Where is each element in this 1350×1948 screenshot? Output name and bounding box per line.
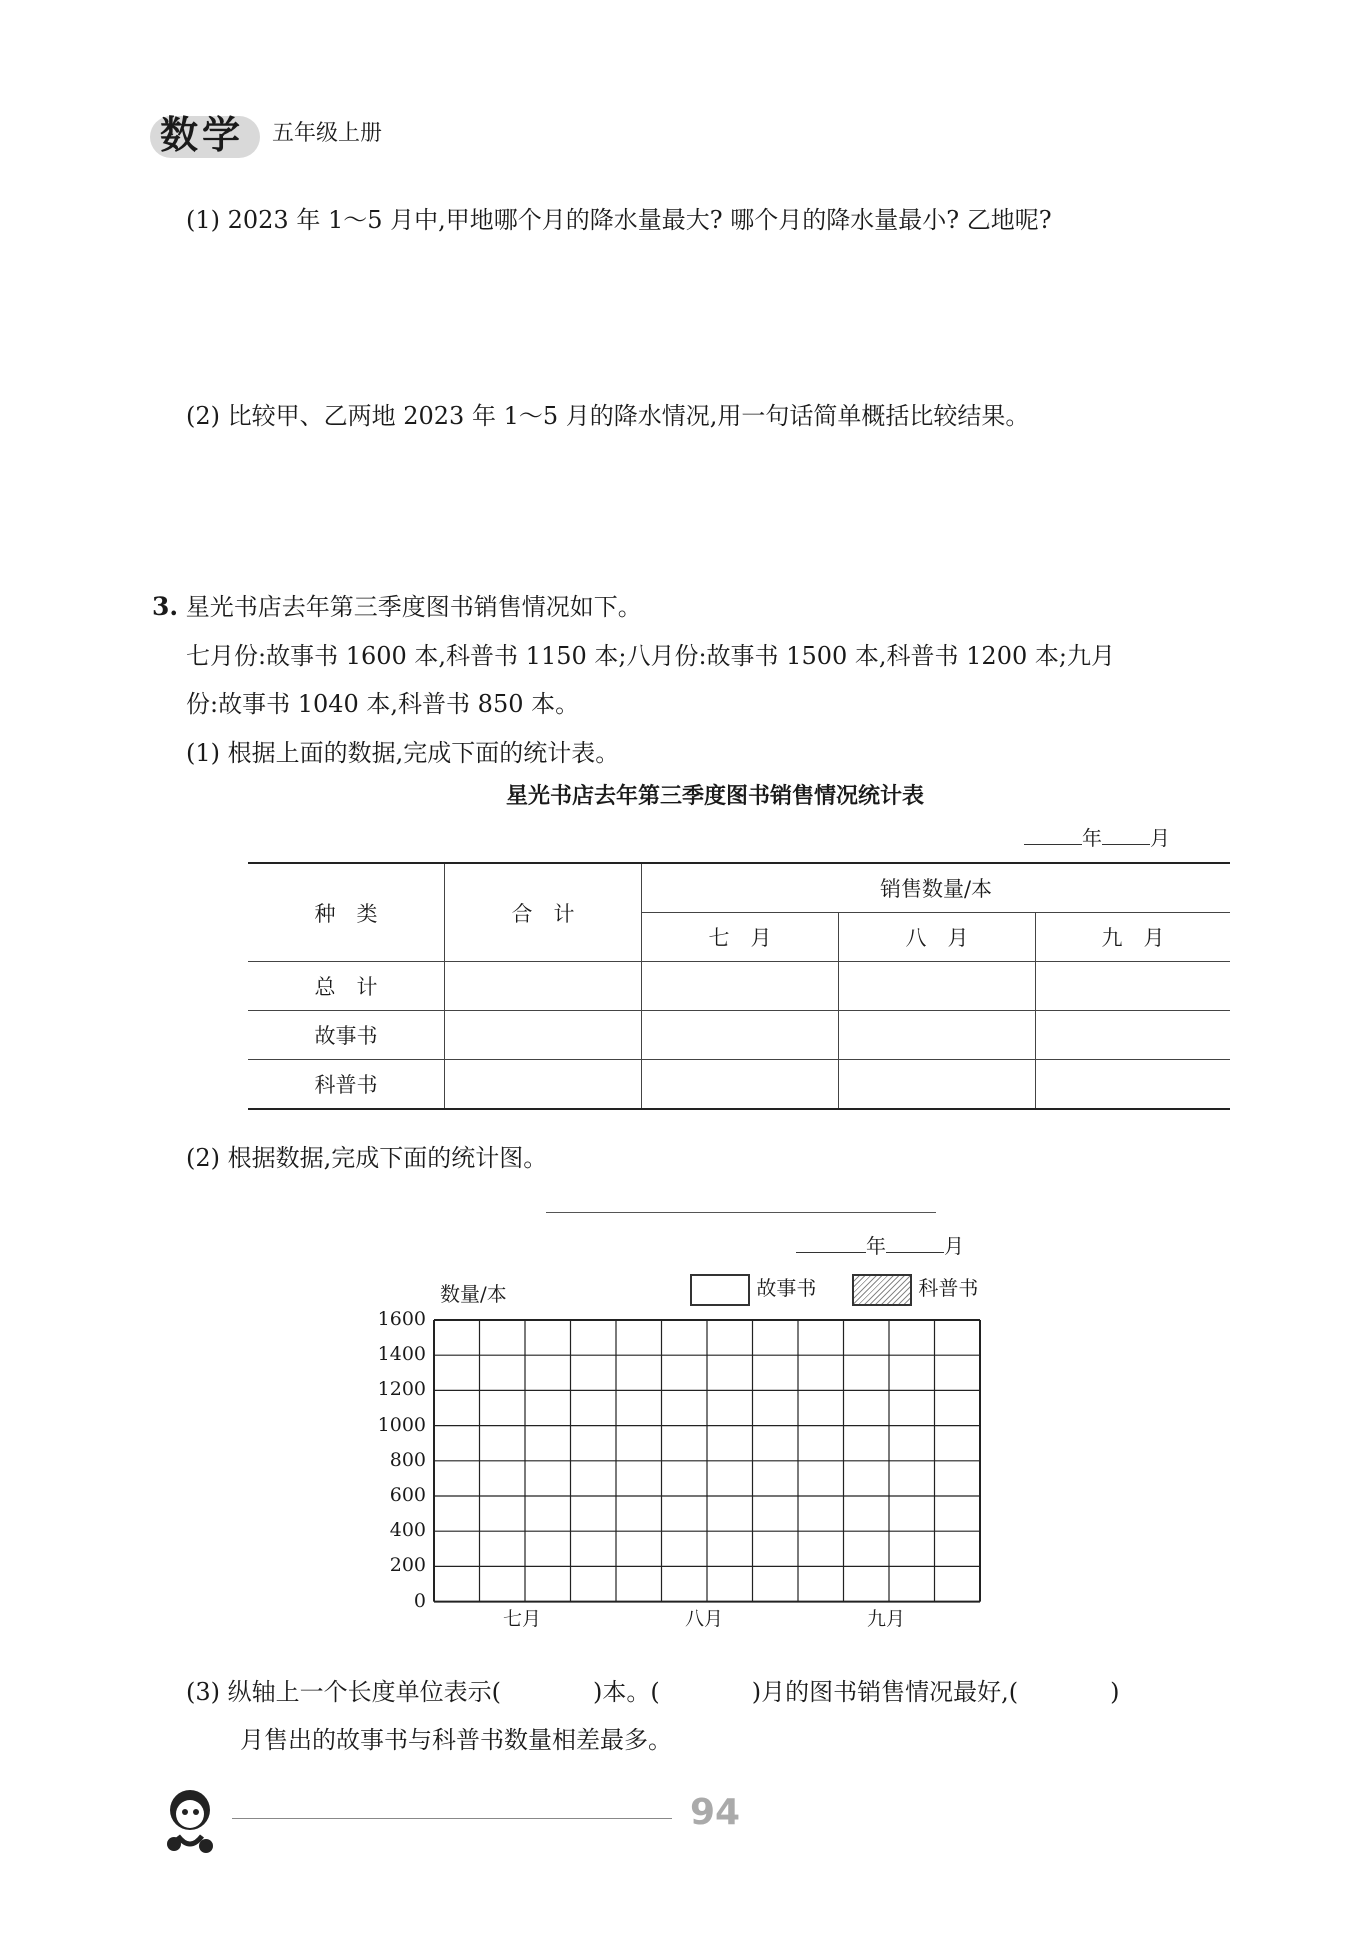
table-cell[interactable] — [642, 1060, 839, 1110]
header-kind: 种 类 — [248, 863, 445, 962]
y-tick-label: 1400 — [377, 1343, 426, 1366]
table-date: 年 月 — [1024, 822, 1170, 851]
legend-swatch-story — [690, 1274, 750, 1306]
table-cell[interactable] — [1036, 1060, 1231, 1110]
grade-label: 五年级上册 — [272, 121, 383, 146]
header-total: 合 计 — [445, 863, 642, 962]
sub-question-2: (2) 根据数据,完成下面的统计图。 — [186, 1144, 548, 1172]
y-tick-label: 1000 — [377, 1413, 426, 1436]
mascot-icon — [150, 1780, 230, 1860]
table-cell[interactable] — [839, 1060, 1036, 1110]
header-month-8: 八 月 — [839, 913, 1036, 962]
month-blank[interactable] — [1102, 844, 1150, 845]
y-tick-label: 800 — [389, 1448, 426, 1471]
legend-science: 科普书 — [852, 1272, 978, 1306]
sub-question-3: (3) 纵轴上一个长度单位表示( )本。( )月的图书销售情况最好,( ) — [186, 1678, 1120, 1706]
x-tick-label: 八月 — [685, 1607, 724, 1630]
y-tick-label: 200 — [389, 1554, 426, 1577]
chart-grid[interactable] — [432, 1318, 982, 1638]
y-tick-label: 1600 — [377, 1308, 426, 1330]
problem-number: 3. — [152, 592, 179, 621]
footer-rule — [232, 1818, 672, 1819]
question-2: (2) 比较甲、乙两地 2023 年 1～5 月的降水情况,用一句话简单概括比较结果。 — [186, 402, 1030, 430]
table-cell[interactable] — [642, 1011, 839, 1060]
table-cell[interactable] — [839, 1011, 1036, 1060]
table-cell[interactable] — [445, 1060, 642, 1110]
y-tick-label: 600 — [389, 1484, 426, 1506]
row-label-total: 总 计 — [248, 962, 445, 1011]
x-tick-label: 九月 — [867, 1607, 906, 1630]
row-label-story: 故事书 — [248, 1011, 445, 1060]
legend-story: 故事书 — [690, 1272, 816, 1306]
problem-3-heading — [152, 587, 642, 622]
statistics-table — [248, 862, 1230, 1110]
table-cell[interactable] — [1036, 962, 1231, 1011]
table-title: 星光书店去年第三季度图书销售情况统计表 — [506, 784, 925, 809]
year-blank[interactable] — [1024, 844, 1082, 845]
y-tick-label: 400 — [389, 1519, 426, 1542]
problem-data-line-2: 份:故事书 1040 本,科普书 850 本。 — [186, 690, 580, 718]
header-month-7: 七 月 — [642, 913, 839, 962]
table-cell[interactable] — [445, 1011, 642, 1060]
y-tick-label: 0 — [413, 1589, 426, 1612]
table-cell[interactable] — [445, 962, 642, 1011]
table-cell[interactable] — [642, 962, 839, 1011]
x-tick-label: 七月 — [503, 1607, 542, 1630]
chart-month-blank[interactable] — [886, 1252, 944, 1253]
problem-title: 星光书店去年第三季度图书销售情况如下。 — [185, 593, 642, 621]
chart-date: 年 月 — [796, 1230, 964, 1259]
sub-question-1: (1) 根据上面的数据,完成下面的统计表。 — [186, 739, 620, 767]
subject-title: 数学 — [160, 113, 245, 157]
problem-data-line-1: 七月份:故事书 1600 本,科普书 1150 本;八月份:故事书 1500 本,科普书 1200 本;九月 — [186, 642, 1115, 670]
y-tick-label: 1200 — [377, 1378, 426, 1401]
header-sales: 销售数量/本 — [642, 863, 1231, 913]
table-cell[interactable] — [1036, 1011, 1231, 1060]
grid-lines — [434, 1320, 980, 1602]
chart-title-blank[interactable] — [546, 1212, 936, 1213]
row-label-science: 科普书 — [248, 1060, 445, 1110]
question-1: (1) 2023 年 1～5 月中,甲地哪个月的降水量最大? 哪个月的降水量最小? 乙地呢? — [186, 206, 1052, 234]
sub-question-3-line-2: 月售出的故事书与科普书数量相差最多。 — [240, 1726, 672, 1754]
chart-year-blank[interactable] — [796, 1252, 866, 1253]
table-cell[interactable] — [839, 962, 1036, 1011]
header-month-9: 九 月 — [1036, 913, 1231, 962]
page-number: 94 — [690, 1792, 741, 1833]
legend-swatch-science — [852, 1274, 912, 1306]
y-axis-label: 数量/本 — [440, 1282, 507, 1306]
